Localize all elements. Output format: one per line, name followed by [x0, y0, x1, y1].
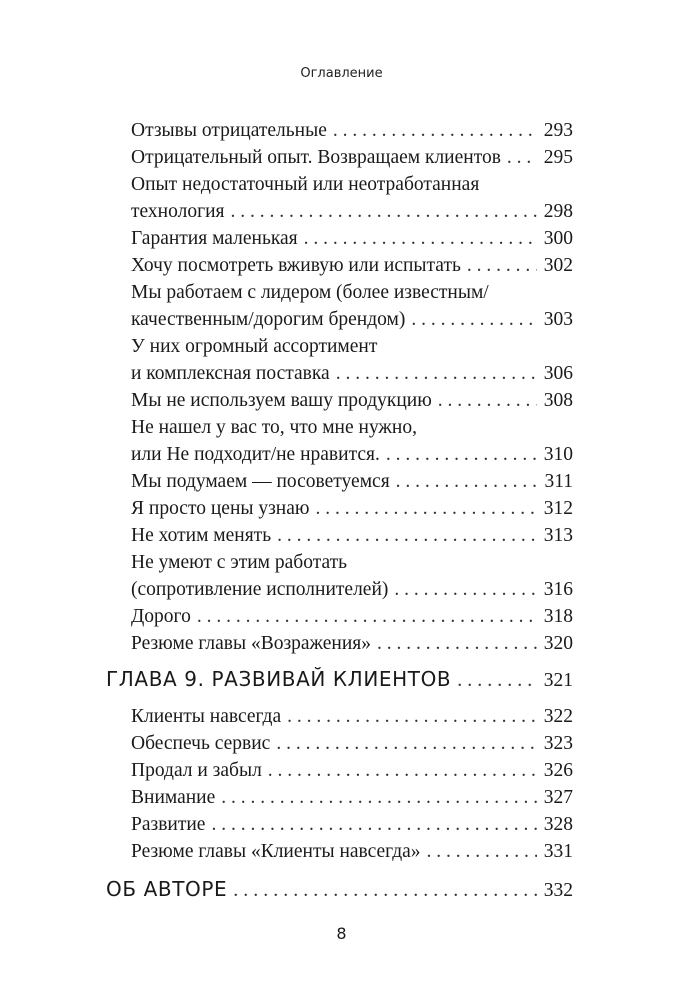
toc-entry-title: Продал и забыл [131, 760, 262, 781]
toc-chapter-entry [0, 875, 573, 905]
toc-entry-title: Мы не используем вашу продукцию [131, 390, 432, 411]
toc-entry-title: Развитие [131, 814, 206, 835]
toc-entry [0, 838, 573, 865]
dot-leader [427, 838, 537, 865]
toc-entry-title-line: Не нашел у вас то, что мне нужно, [131, 417, 417, 438]
dot-leader [467, 252, 537, 279]
dot-leader [197, 603, 537, 630]
dot-leader [315, 495, 537, 522]
toc-entry-page: 311 [544, 471, 573, 492]
toc-entry-title-line: Опыт недостаточный или неотработанная [131, 174, 480, 195]
toc-entry [0, 279, 573, 333]
toc-entry [0, 171, 573, 225]
toc-entry [0, 495, 573, 522]
toc-entry-title: и комплексная поставка [131, 363, 330, 384]
toc-entry [0, 549, 573, 603]
table-of-contents [0, 117, 683, 905]
dot-leader [233, 876, 537, 905]
toc-entry-page: 326 [543, 760, 573, 781]
toc-entry [0, 387, 573, 414]
toc-entry-title: Хочу посмотреть вживую или испытать [131, 255, 461, 276]
toc-entry [0, 730, 573, 757]
toc-entry [0, 811, 573, 838]
toc-entry-title: Резюме главы «Клиенты навсегда» [131, 841, 421, 862]
dot-leader [287, 703, 537, 730]
toc-entry [0, 703, 573, 730]
toc-entry-page: 306 [543, 363, 573, 384]
dot-leader [438, 387, 537, 414]
toc-entry-title-line: Мы работаем с лидером (более известным/ [131, 282, 489, 303]
toc-entry-title: Обеспечь сервис [131, 733, 271, 754]
toc-entry-page: 318 [543, 606, 573, 627]
toc-entry [0, 144, 573, 171]
toc-entry-title: Внимание [131, 787, 216, 808]
toc-entry [0, 468, 573, 495]
toc-entry-page: 320 [543, 633, 573, 654]
toc-entry-page: 331 [543, 841, 573, 862]
dot-leader [304, 225, 537, 252]
toc-entry-title: или Не подходит/не нравится. [131, 444, 380, 465]
toc-entry [0, 252, 573, 279]
toc-entry-page: 313 [543, 525, 573, 546]
dot-leader [396, 468, 537, 495]
dot-leader [333, 117, 537, 144]
dot-leader [386, 441, 537, 468]
toc-entry [0, 522, 573, 549]
toc-entry-title: Я просто цены узнаю [131, 498, 310, 519]
toc-entry [0, 784, 573, 811]
toc-chapter-entry [0, 665, 573, 695]
toc-entry-page: 293 [543, 120, 573, 141]
toc-entry-page: 300 [543, 228, 573, 249]
toc-entry-title: технология [131, 201, 225, 222]
toc-entry-page: 312 [543, 498, 573, 519]
toc-entry [0, 333, 573, 387]
dot-leader [457, 666, 537, 695]
toc-entry-title: Клиенты навсегда [131, 706, 282, 727]
page-number: 8 [336, 924, 347, 943]
toc-entry-title: Дорого [131, 606, 191, 627]
toc-entry-title: ГЛАВА 9. РАЗВИВАЙ КЛИЕНТОВ [106, 667, 452, 691]
toc-entry-title: Гарантия маленькая [131, 228, 298, 249]
toc-entry-page: 298 [543, 201, 573, 222]
toc-entry-page: 327 [543, 787, 573, 808]
dot-leader [411, 306, 537, 333]
dot-leader [211, 811, 537, 838]
toc-entry-title-line: Не умеют с этим работать [131, 552, 348, 573]
toc-entry-page: 295 [543, 147, 573, 168]
toc-entry [0, 117, 573, 144]
toc-entry-page: 321 [543, 670, 573, 691]
toc-entry-page: 322 [543, 706, 573, 727]
toc-entry [0, 225, 573, 252]
dot-leader [394, 576, 537, 603]
toc-entry-title: Отзывы отрицательные [131, 120, 327, 141]
toc-entry-title: ОБ АВТОРЕ [106, 877, 228, 901]
toc-entry-title: Отрицательный опыт. Возвращаем клиентов [131, 147, 501, 168]
toc-entry-title: (сопротивление исполнителей) [131, 579, 389, 600]
dot-leader [276, 730, 537, 757]
toc-entry [0, 757, 573, 784]
dot-leader [277, 522, 537, 549]
toc-entry-title: Резюме главы «Возражения» [131, 633, 372, 654]
toc-entry-page: 332 [543, 880, 573, 901]
toc-entry-title: качественным/дорогим брендом) [131, 309, 406, 330]
toc-entry [0, 603, 573, 630]
running-head: Оглавление [300, 66, 383, 81]
toc-entry-page: 308 [543, 390, 573, 411]
toc-entry-page: 323 [543, 733, 573, 754]
dot-leader [377, 630, 537, 657]
toc-entry-page: 328 [543, 814, 573, 835]
toc-entry-title-line: У них огромный ассортимент [131, 336, 378, 357]
dot-leader [507, 144, 537, 171]
toc-entry-title: Не хотим менять [131, 525, 272, 546]
dot-leader [221, 784, 537, 811]
toc-entry [0, 630, 573, 657]
dot-leader [230, 198, 537, 225]
toc-entry [0, 414, 573, 468]
toc-entry-page: 303 [543, 309, 573, 330]
toc-entry-page: 310 [543, 444, 573, 465]
toc-entry-page: 316 [543, 579, 573, 600]
dot-leader [268, 757, 537, 784]
toc-entry-page: 302 [543, 255, 573, 276]
toc-entry-title: Мы подумаем — посоветуемся [131, 471, 390, 492]
dot-leader [336, 360, 537, 387]
